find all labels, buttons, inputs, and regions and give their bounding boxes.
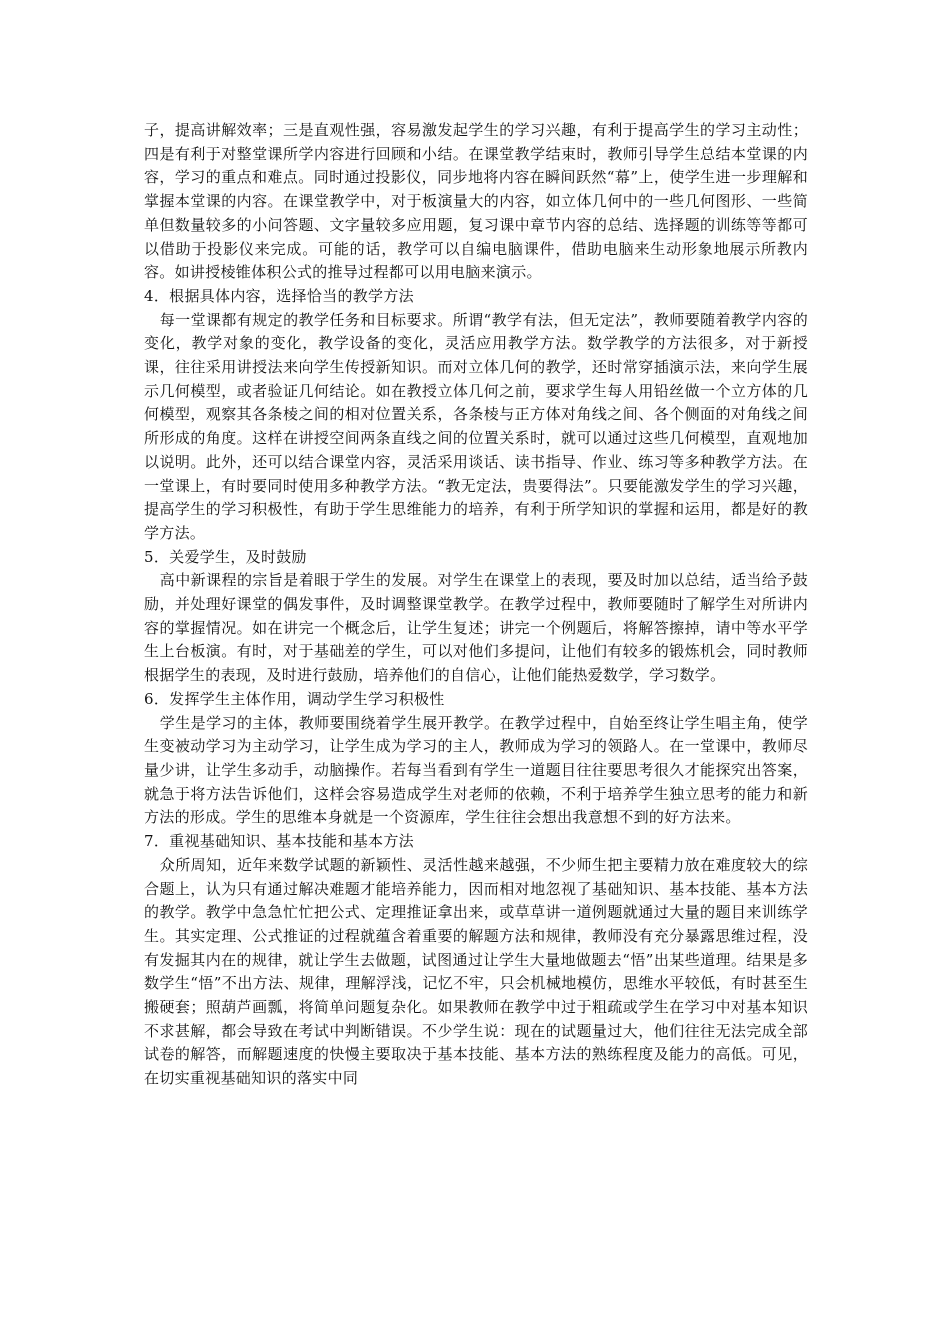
paragraph-section-5: 高中新课程的宗旨是着眼于学生的发展。对学生在课堂上的表现，要及时加以总结，适当给予鼓励，并处理好课堂的偶发事件，及时调整课堂教学。在教学过程中，教师要随时了解学生对所讲内容的掌握情况。如在讲完一个概念后，让学生复述；讲完一个例题后，将解答擦掉，请中等水平学生上台板演。有时，对于基础差的学生，可以对他们多提问，让他们有较多的锻炼机会，同时教师根据学生的表现，及时进行鼓励，培养他们的自信心，让他们能热爱数学，学习数学。 [144, 571, 808, 685]
section-heading-5: 5．关爱学生，及时鼓励 [144, 547, 307, 566]
paragraph-continued: 子，提高讲解效率；三是直观性强，容易激发起学生的学习兴趣，有利于提高学生的学习主动性；四是有利于对整堂课所学内容进行回顾和小结。在课堂教学结束时，教师引导学生总结本堂课的内容，学习的重点和难点。同时通过投影仪，同步地将内容在瞬间跃然“幕”上，使学生进一步理解和掌握本堂课的内容。在课堂教学中，对于板演量大的内容，如立体几何中的一些几何图形、一些简单但数量较多的小问答题、文字量较多应用题，复习课中章节内容的总结、选择题的训练等等都可以借助于投影仪来完成。可能的话，教学可以自编电脑课件，借助电脑来生动形象地展示所教内容。如讲授棱锥体积公式的推导过程都可以用电脑来演示。 [144, 121, 808, 282]
document-page [144, 119, 808, 1091]
paragraph-section-6: 学生是学习的主体，教师要围绕着学生展开教学。在教学过程中，自始至终让学生唱主角，使学生变被动学习为主动学习，让学生成为学习的主人，教师成为学习的领路人。在一堂课中，教师尽量少讲，让学生多动手，动脑操作。若每当看到有学生一道题目往往要思考很久才能探究出答案，就急于将方法告诉他们，这样会容易造成学生对老师的依赖，不利于培养学生独立思考的能力和新方法的形成。学生的思维本身就是一个资源库，学生往往会想出我意想不到的好方法来。 [144, 713, 808, 827]
section-heading-4: 4．根据具体内容，选择恰当的教学方法 [144, 286, 414, 305]
section-heading-6: 6．发挥学生主体作用，调动学生学习积极性 [144, 689, 445, 708]
section-heading-7: 7．重视基础知识、基本技能和基本方法 [144, 832, 414, 851]
paragraph-section-4: 每一堂课都有规定的教学任务和目标要求。所谓“教学有法，但无定法”，教师要随着教学内容的变化，教学对象的变化，教学设备的变化，灵活应用教学方法。数学教学的方法很多，对于新授课，往往采用讲授法来向学生传授新知识。而对立体几何的教学，还时常穿插演示法，来向学生展示几何模型，或者验证几何结论。如在教授立体几何之前，要求学生每人用铅丝做一个立方体的几何模型，观察其各条棱之间的相对位置关系，各条棱与正方体对角线之间、各个侧面的对角线之间所形成的角度。这样在讲授空间两条直线之间的位置关系时，就可以通过这些几何模型，直观地加以说明。此外，还可以结合课堂内容，灵活采用谈话、读书指导、作业、练习等多种教学方法。在一堂课上，有时要同时使用多种教学方法。“教无定法，贵要得法”。只要能激发学生的学习兴趣，提高学生的学习积极性，有助于学生思维能力的培养，有利于所学知识的掌握和运用，都是好的教学方法。 [144, 310, 808, 542]
paragraph-section-7: 众所周知，近年来数学试题的新颖性、灵活性越来越强，不少师生把主要精力放在难度较大的综合题上，认为只有通过解决难题才能培养能力，因而相对地忽视了基础知识、基本技能、基本方法的教学。教学中急急忙忙把公式、定理推证拿出来，或草草讲一道例题就通过大量的题目来训练学生。其实定理、公式推证的过程就蕴含着重要的解题方法和规律，教师没有充分暴露思维过程，没有发掘其内在的规律，就让学生去做题，试图通过让学生大量地做题去“悟”出某些道理。结果是多数学生“悟”不出方法、规律，理解浮浅，记忆不牢，只会机械地模仿，思维水平较低，有时甚至生搬硬套；照葫芦画瓢，将简单问题复杂化。如果教师在教学中过于粗疏或学生在学习中对基本知识不求甚解，都会导致在考试中判断错误。不少学生说：现在的试题量过大，他们往往无法完成全部试卷的解答，而解题速度的快慢主要取决于基本技能、基本方法的熟练程度及能力的高低。可见，在切实重视基础知识的落实中同 [144, 855, 808, 1088]
